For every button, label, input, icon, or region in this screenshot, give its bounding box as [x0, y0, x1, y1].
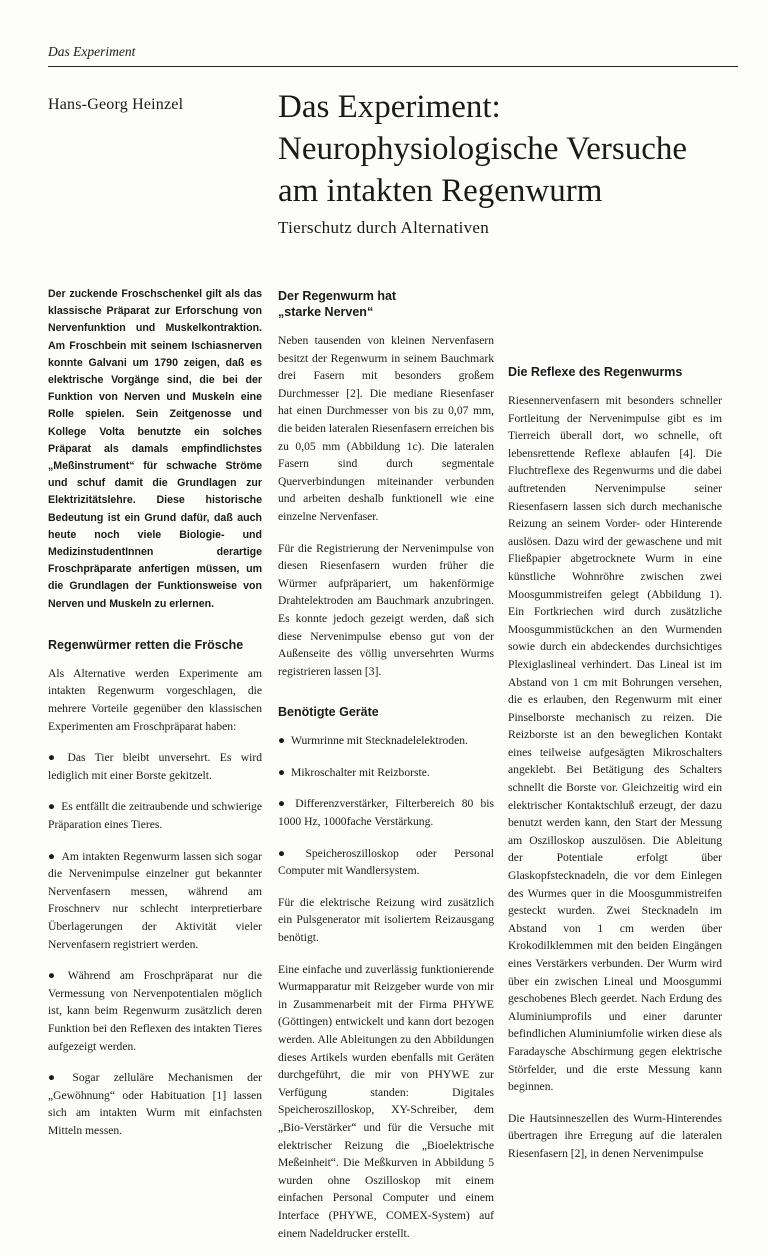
paragraph: Die Hautsinneszellen des Wurm-Hinterendes übertragen ihre Erregung auf die lateralen Riesenfasern [2], in denen Nervenimpulse	[508, 1111, 722, 1160]
bullet-item: ● Das Tier bleibt unversehrt. Es wird lediglich mit einer Borste gekitzelt.	[48, 749, 262, 784]
lead-paragraph: Der zuckende Froschschenkel gilt als das klassische Präparat zur Erforschung von Nervenfunktion und Muskelkontraktion. Am Froschbein mit seinem Ischiasnerven konnte Galvani um 1790 zeigen, daß es elektrische Vorgänge sind, die bei der Funktion von Nerven und Muskeln eine Rolle spielen. Sein Zeitgenosse und Kollege Volta benutzte ein solches Präparat als damals empfindlichstes „Meßinstrument“ für schwache Ströme und schuf damit die Grundlagen zur Elektrizitätslehre. Diese historische Bedeutung ist ein Grund dafür, daß auch heute noch viele Biologie- und MedizinstudentInnen derartige Froschpräparate anfertigen müssen, um die Grundlagen der Funktionsweise von Nerven und Muskeln zu erlernen.	[48, 288, 262, 610]
running-head: Das Experiment	[48, 44, 136, 59]
column-1	[48, 286, 262, 1154]
paragraph: Eine einfache und zuverlässig funktionierende Wurmapparatur mit Reizgeber wurde von mir in Zusammenarbeit mit der Firma PHYWE (Göttingen) entwickelt und kann dort bezogen werden. Alle Ableitungen zu den Abbildungen dieses Artikels wurden ebenfalls mit Geräten durchgeführt, die mir von PHYWE zur Verfügung standen: Digitales Speicheroszilloskop, XY-Schreiber, dem „Bio-Verstärker“ und für die Versuche mit elektrischer Reizung die „Bioelektrische Meßeinheit“. Die Meßkurven in Abbildung 5 wurden ohne Oszilloskop mit einem einfachen Personal Computer und einem Interface (PHYWE, COMEX-System) auf einem Nadeldrucker erstellt.	[278, 962, 494, 1240]
paragraph: Für die elektrische Reizung wird zusätzlich ein Pulsgenerator mit isoliertem Reizausgang benötigt.	[278, 895, 494, 945]
bullet-item: ● Wurmrinne mit Stecknadelelektroden.	[278, 732, 494, 750]
bullet-item: ● Es entfällt die zeitraubende und schwierige Präparation eines Tieres.	[48, 798, 262, 833]
bullet-item: ● Speicheroszilloskop oder Personal Computer mit Wandlersystem.	[278, 845, 494, 880]
title-line: Neurophysiologische Versuche	[278, 131, 688, 167]
bullet-item: ● Während am Froschpräparat nur die Vermessung von Nervenpotentialen möglich ist, kann beim Regenwurm zusätzlich deren Funktion bei den Reflexen des intakten Tieres aufgezeigt werden.	[48, 967, 262, 1055]
heading-line: Der Regenwurm hat	[278, 289, 397, 303]
column-2	[278, 286, 494, 1256]
heading-line: „starke Nerven“	[278, 305, 374, 319]
section-heading-nerves	[278, 288, 494, 320]
paragraph: Als Alternative werden Experimente am intakten Regenwurm vorgeschlagen, die mehrere Vorteile gegenüber den klassischen Experimenten am Froschpräparat haben:	[48, 666, 262, 733]
column-3	[508, 286, 722, 1177]
bullet-item: ● Am intakten Regenwurm lassen sich sogar die Nervenimpulse einzelner gut bekannter Nervenfasern messen, während am Froschnerv nur schlecht interpretierbare Überlagerungen der Aktivität vieler Nervenfasern registriert werden.	[48, 848, 262, 954]
bullet-item: ● Sogar zelluläre Mechanismen der „Gewöhnung“ oder Habituation [1] lassen sich am intakten Wurm mit einfachsten Mitteln messen.	[48, 1069, 262, 1139]
author-name: Hans-Georg Heinzel	[48, 96, 184, 113]
title-line: Das Experiment:	[278, 89, 501, 125]
bullet-item: ● Differenzverstärker, Filterbereich 80 bis 1000 Hz, 1000fache Verstärkung.	[278, 795, 494, 830]
paragraph: Für die Registrierung der Nervenimpulse von diesen Riesenfasern wurden früher die Würmer aufpräpariert, um hakenförmige Drahtelektroden am Bauchmark anzubringen. Es konnte jedoch gezeigt werden, daß sich diese Nervenimpulse ebenso gut von der Außenseite des völlig unversehrten Wurms registrieren lassen [3].	[278, 541, 494, 678]
bullet-item: ● Mikroschalter mit Reizborste.	[278, 764, 494, 782]
paragraph: Neben tausenden von kleinen Nervenfasern besitzt der Regenwurm in seinem Bauchmark drei Fasern mit besonders großem Durchmesser [2]. Die mediane Riesenfaser hat einen Durchmesser von bis zu 0,07 mm, die beiden lateralen Riesenfasern erreichen bis zu 0,05 mm (Abbildung 1c). Die lateralen Fasern sind durch segmentale Querverbindungen miteinander verbunden und arbeiten deshalb funktionell wie eine einzelne Nervenfaser.	[278, 334, 494, 523]
paragraph: Riesennervenfasern mit besonders schneller Fortleitung der Nervenimpulse gibt es im Tierreich überall dort, wo schnelle, oft lebensrettende Reflexe ablaufen [4]. Die Fluchtreflexe des Regenwurms und die dabei auftretenden Nervenimpulse seiner Riesenfasern lassen sich durch mechanische Reizung an seinem Vorder- oder Hinterende auslösen. Dazu wird der gewaschene und mit Fließpapier abgetrocknete Wurm in eine künstliche Wohnröhre zwischen zwei Moosgummistreifen gelegt (Abbildung 1). Ein Fortkriechen wird durch zusätzliche Moosgummistückchen an den Wurmenden sowie durch ein abdeckendes durchsichtiges Plexiglaslineal verhindert. Das Lineal ist im Abstand von 1 cm mit Bohrungen versehen, die es erlauben, den Regenwurm mit einer Pinselborste mechanisch zu reizen. Die Reizborste ist an den beweglichen Kontakt eines teilweise aufgesägten Mikroschalters angeklebt. Bei Betätigung des Schalters schnellt die Borste vor. Gleichzeitig wird ein elektrischer Kontaktschluß erzeugt, der dazu benutzt werden kann, den Start der Messung am Oszilloskop auszulösen. Die Ableitung der Potentiale erfolgt über Glaskopfstecknadeln, die vor dem Einlegen des Wurmes quer in die Moosgummistreifen gesteckt wurden. Zwei Stecknadeln im Abstand von 1 cm werden über Krokodilklemmen mit den beiden Eingängen eines Verstärkers verbunden. Der Wurm wird über ein zwischen Lineal und Moosgummi geschobenes Blech geerdet. Nach Erdung des Aluminiumprofils und einer darunter befindlichen Aluminiumfolie wirken diese als Faradaysche Abschirmung gegen elektrische Störfelder, und die erste Messung kann beginnen.	[508, 394, 722, 1094]
article-title	[278, 86, 748, 212]
section-heading-frogs: Regenwürmer retten die Frösche	[48, 637, 244, 652]
section-heading-reflexes: Die Reflexe des Regenwurms	[508, 365, 683, 379]
article-subtitle: Tierschutz durch Alternativen	[278, 218, 490, 237]
header-rule	[48, 66, 738, 67]
section-heading-equipment: Benötigte Geräte	[278, 705, 379, 720]
title-line: am intakten Regenwurm	[278, 173, 603, 209]
